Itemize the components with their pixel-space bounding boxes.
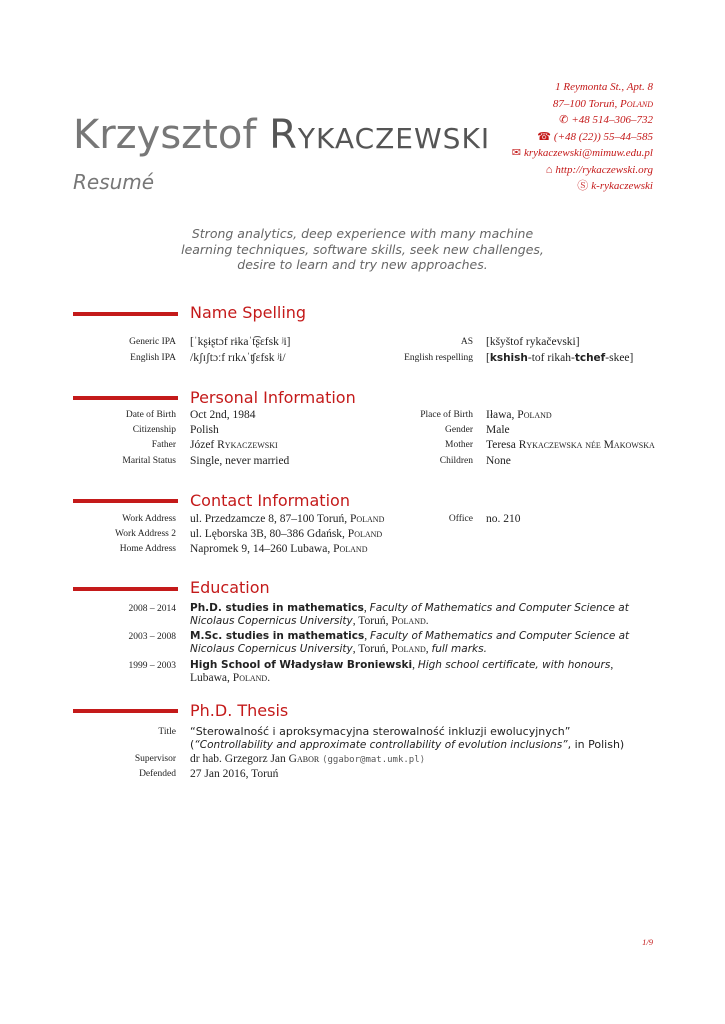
first-name: Krzysztof — [73, 112, 257, 158]
education-text: M.Sc. studies in mathematics, Faculty of Mathematics and Computer Science at Nicolaus Copernicus University, Toruń, Poland, full marks. — [190, 630, 630, 655]
supervisor-surname: Gabor — [288, 753, 320, 765]
thesis-defended-row — [0, 768, 725, 783]
education-location: , Lubawa, — [190, 659, 614, 684]
skype-handle[interactable]: k-rykaczewski — [591, 180, 653, 192]
mobile-number[interactable]: +48 514–306–732 — [571, 114, 653, 126]
field-label: Work Address 2 — [115, 529, 176, 539]
value-text: Iława, — [486, 409, 518, 421]
personal-row — [0, 455, 725, 470]
value-text-sc: Rykaczewski — [217, 439, 278, 451]
thesis-title-tail: , in Polish) — [567, 738, 625, 751]
field-label: Mother — [445, 440, 473, 450]
respelling-part: -skee — [605, 352, 630, 364]
thesis-title-polish: “Sterowalność i aproksymacyjna sterowalność inkluzji ewolucyjnych” ( — [190, 725, 571, 751]
field-label: Generic IPA — [129, 337, 176, 347]
education-degree: M.Sc. studies in mathematics — [190, 630, 365, 642]
phone-number[interactable]: (+48 (22)) 55–44–585 — [553, 130, 653, 143]
field-label: Father — [151, 440, 176, 450]
personal-row — [0, 424, 725, 439]
section-title-thesis: Ph.D. Thesis — [190, 701, 289, 720]
field-value: [kshish-tof rikah-tchef-skee] — [486, 352, 634, 364]
value-text-sc: Poland — [349, 513, 385, 525]
field-value: /kʃɪʃtɔːf rɪkʌˈʧɛfsk ʲi/ — [190, 352, 286, 364]
education-country: Poland — [391, 615, 426, 627]
field-value — [190, 753, 425, 765]
email-link[interactable]: krykaczewski@mimuw.edu.pl — [523, 147, 653, 159]
field-label: Home Address — [119, 544, 176, 554]
section-title-personal: Personal Information — [190, 388, 356, 407]
address-line-1: 1 Reymonta St., Apt. 8 — [555, 81, 653, 93]
last-name: Rykaczewski — [269, 112, 491, 158]
education-country: Poland — [232, 672, 268, 684]
page-number: 1/9 — [642, 937, 653, 947]
address-country: Poland — [620, 97, 653, 110]
supervisor-email[interactable]: ⟨ggabor@mat.umk.pl⟩ — [322, 755, 426, 765]
value-text: None — [486, 455, 511, 467]
home-icon: ⌂ — [545, 163, 553, 176]
value-text: Napromek 9, 14–260 Lubawa, — [190, 543, 334, 555]
education-note: full marks. — [431, 643, 487, 655]
contact-row — [0, 513, 725, 528]
field-value — [190, 513, 384, 525]
field-label: Children — [439, 456, 473, 466]
email-line[interactable] — [512, 145, 653, 162]
field-value — [486, 439, 655, 451]
field-value: Polish — [190, 424, 219, 436]
field-label: Office — [448, 514, 473, 524]
education-institution: Faculty of Mathematics and Computer Science at Nicolaus Copernicus University — [190, 602, 629, 627]
field-label: English IPA — [130, 353, 176, 363]
phone-icon: ☎ — [537, 130, 551, 143]
supervisor-name: dr hab. Grzegorz Jan — [190, 753, 289, 765]
thesis-supervisor-row — [0, 753, 725, 768]
education-tail: , — [425, 643, 432, 655]
field-value — [486, 409, 552, 421]
section-title-contact: Contact Information — [190, 491, 350, 510]
document-role: Resumé — [73, 170, 155, 194]
value-text-sc: Rykaczewska née Makowska — [518, 439, 655, 451]
contact-row — [0, 528, 725, 543]
envelope-icon: ✉ — [511, 147, 521, 159]
field-label: AS — [460, 337, 473, 347]
education-years: 2003 – 2008 — [128, 632, 176, 642]
respelling-stress: kshish — [489, 352, 528, 364]
summary-quote: Strong analytics, deep experience with many machine learning techniques, software skills, seek new challenges, desire to learn and try new approaches. — [181, 226, 544, 272]
address-line-2 — [512, 96, 653, 113]
education-years: 1999 – 2003 — [128, 661, 176, 671]
skype-line[interactable] — [512, 178, 653, 195]
skype-icon: Ⓢ — [577, 180, 589, 192]
section-bar-name-spelling — [73, 312, 178, 316]
education-text: Ph.D. studies in mathematics, Faculty of Mathematics and Computer Science at Nicolaus Copernicus University, Toruń, Poland. — [190, 602, 629, 627]
homepage-link[interactable]: http://rykaczewski.org — [555, 163, 653, 176]
field-label: Date of Birth — [125, 410, 176, 420]
field-value — [486, 424, 510, 436]
address-city: 87–100 Toruń, — [552, 97, 621, 110]
education-country: Poland — [391, 643, 426, 655]
section-bar-personal — [73, 396, 178, 400]
field-value — [190, 439, 278, 451]
value-text-sc: Poland — [347, 528, 383, 540]
full-name — [73, 112, 490, 158]
mobile-line[interactable] — [512, 112, 653, 129]
education-text: High School of Władysław Broniewski, High school certificate, with honours, Lubawa, Poland. — [190, 659, 614, 684]
homepage-line[interactable] — [512, 162, 653, 179]
field-label: Marital Status — [122, 456, 176, 466]
respelling-part: -tof rikah- — [527, 352, 575, 364]
education-degree: High School of Władysław Broniewski — [190, 659, 413, 671]
phone-line[interactable] — [512, 129, 653, 146]
education-years: 2008 – 2014 — [128, 604, 176, 614]
respelling-stress: tchef — [574, 352, 606, 364]
education-institution: High school certificate, with honours — [417, 659, 611, 671]
field-label: Defended — [139, 769, 176, 779]
field-label: Gender — [445, 425, 473, 435]
field-value: [ˈkʂɨʂtɔf rɨkaˈt͡ʂɛfsk ʲi] — [190, 336, 291, 348]
section-bar-thesis — [73, 709, 178, 713]
section-title-name-spelling: Name Spelling — [190, 303, 307, 322]
field-label: English respelling — [404, 353, 473, 363]
value-text: Teresa — [486, 439, 519, 451]
section-bar-contact — [73, 499, 178, 503]
field-value: no. 210 — [486, 513, 521, 525]
value-text: ul. Lęborska 3B, 80–386 Gdańsk, — [190, 528, 348, 540]
thesis-title — [190, 725, 655, 752]
education-location: , Toruń, — [352, 643, 392, 655]
value-text: ul. Przedzamcze 8, 87–100 Toruń, — [190, 513, 350, 525]
personal-row — [0, 409, 725, 424]
field-value: 27 Jan 2016, Toruń — [190, 768, 279, 780]
field-value — [190, 528, 382, 540]
field-label: Place of Birth — [420, 410, 473, 420]
field-value: Single, never married — [190, 455, 290, 467]
education-tail: . — [425, 615, 429, 627]
mobile-icon: ✆ — [559, 114, 569, 126]
contact-block — [512, 79, 653, 195]
section-bar-education — [73, 587, 178, 591]
spelling-row-generic-ipa — [0, 336, 725, 351]
field-value — [486, 455, 511, 467]
thesis-title-english: “Controllability and approximate controllability of evolution inclusions” — [194, 739, 568, 751]
field-value: [kšyštof rykačevski] — [486, 336, 580, 348]
value-text: Male — [486, 424, 510, 436]
education-degree: Ph.D. studies in mathematics — [190, 602, 364, 614]
contact-row — [0, 543, 725, 558]
value-text-sc: Poland — [333, 543, 368, 555]
field-value — [190, 543, 367, 555]
education-tail: . — [267, 672, 271, 684]
field-label: Citizenship — [132, 425, 176, 435]
field-label: Supervisor — [134, 754, 176, 764]
value-text-sc: Poland — [517, 409, 552, 421]
value-text: Józef — [190, 439, 218, 451]
field-value: Oct 2nd, 1984 — [190, 409, 256, 421]
personal-row — [0, 439, 725, 454]
field-label: Title — [158, 727, 176, 737]
education-institution: Faculty of Mathematics and Computer Science at Nicolaus Copernicus University — [190, 630, 630, 655]
section-title-education: Education — [190, 578, 270, 597]
spelling-row-english-ipa — [0, 352, 725, 367]
field-label: Work Address — [122, 514, 176, 524]
education-location: , Toruń, — [352, 615, 392, 627]
